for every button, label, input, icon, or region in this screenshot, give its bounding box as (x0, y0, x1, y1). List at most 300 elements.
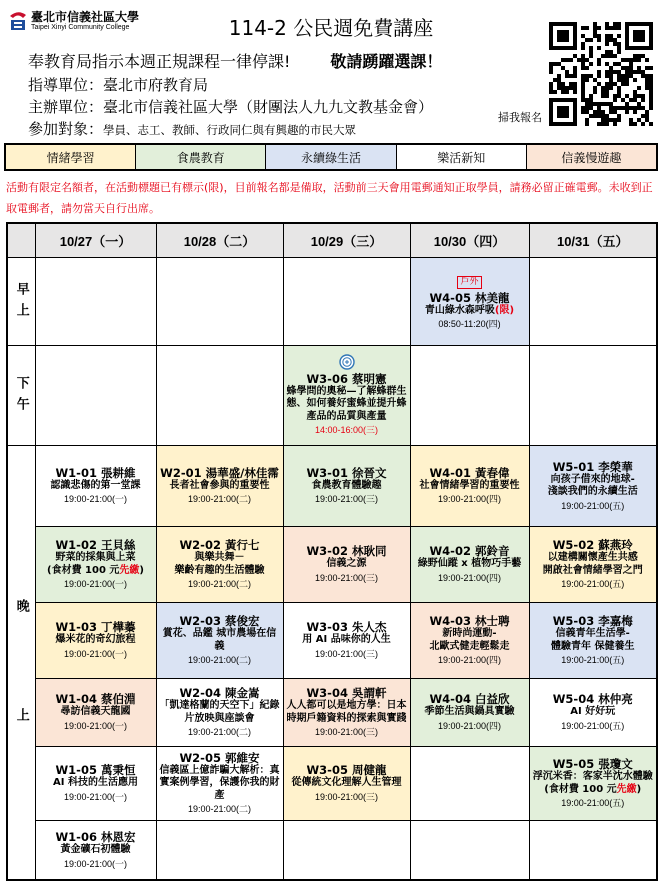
seal-icon (339, 354, 355, 370)
session-content (157, 604, 283, 677)
empty-slot (411, 347, 529, 444)
fee-close: ) (139, 564, 144, 576)
notice-text: 奉教育局指示本週正規課程一律停課! (28, 52, 291, 71)
session-title: AI 科技的生活應用 (53, 777, 138, 789)
session-title-line (551, 474, 635, 487)
session-title: 社會情緒學習的重要性 (419, 479, 520, 491)
empty-slot (36, 347, 156, 444)
session-cell (35, 526, 156, 602)
period-label: 下午 (13, 376, 29, 418)
speaker-name: 林耿同 (351, 544, 387, 559)
session-heading (430, 692, 510, 706)
session-title-line (286, 700, 408, 725)
session-cell (283, 602, 410, 678)
session-code: W3-05 (306, 763, 348, 778)
empty-cell (156, 345, 283, 445)
session-code: W2-03 (179, 614, 221, 628)
material-fee-note (47, 565, 144, 578)
session-title: 新時尚運動- (442, 628, 497, 639)
session-title-line (292, 777, 402, 790)
session-time: 19:00-21:00(一) (63, 858, 128, 869)
session-time: 08:50-11:20(四) (438, 319, 501, 330)
college-english-name: Taipei Xinyi Community College (31, 24, 130, 31)
day-header: 10/31（五） (529, 223, 657, 257)
session-title-line (533, 771, 653, 784)
session-content (411, 259, 529, 344)
session-title: 長者社會參與的重要性 (169, 479, 270, 491)
session-title: 野菜的採集與上菜 (55, 552, 136, 563)
session-code: W1-06 (55, 830, 97, 844)
period-label: 晚上 (13, 599, 29, 818)
session-time: 19:00-21:00(一) (63, 791, 128, 802)
schedule-row (7, 257, 657, 345)
session-time: 19:00-21:00(二) (187, 579, 252, 589)
speaker-name: 李榮華 (598, 459, 633, 474)
session-content (530, 748, 657, 819)
session-heading (307, 372, 387, 386)
speaker-name: 吳謂軒 (351, 686, 387, 700)
audience-label: 參加對象： (28, 120, 104, 138)
session-content (36, 748, 156, 819)
session-code: W1-02 (55, 538, 97, 552)
empty-cell (35, 345, 156, 445)
session-title: 尋訪信義天龍國 (60, 706, 131, 718)
session-cell (410, 602, 529, 678)
session-cell (156, 746, 283, 820)
session-content (284, 347, 410, 444)
audience (28, 119, 356, 141)
session-code: W2-05 (179, 750, 221, 765)
session-heading (553, 460, 633, 474)
session-title-line (302, 634, 390, 647)
session-heading (160, 466, 279, 480)
session-content (411, 447, 529, 525)
registration-warning: 活動有限定名額者，在活動標題已有標示(限)，目前報名都是備取，活動前三天會用電郵通知正取學員，請務必留正確電郵。未收到正取電郵者，請勿當天自行出席。 (6, 181, 653, 215)
outdoor-tag-row (457, 272, 481, 289)
empty-cell (156, 820, 283, 880)
session-code: W5-01 (552, 459, 595, 474)
empty-cell (283, 820, 410, 880)
session-heading (553, 538, 633, 552)
category-xinyi-tour: 信義慢遊趣 (527, 145, 656, 169)
session-title: 「凱達格蘭的天空下」紀錄片放映與座談會 (159, 700, 280, 724)
session-code: W1-01 (55, 465, 97, 480)
speaker-name: 黃行七 (224, 538, 260, 552)
session-content (284, 680, 410, 745)
college-name: 臺北市信義社區大學 (31, 10, 140, 24)
session-time: 19:00-21:00(三) (314, 494, 379, 505)
session-title-line (170, 480, 270, 493)
speaker-name: 張耕維 (100, 465, 136, 480)
corner-cell (7, 223, 35, 257)
empty-cell (529, 820, 657, 880)
session-code: W5-04 (552, 692, 595, 707)
session-code: W4-04 (429, 692, 471, 707)
session-code: W5-02 (552, 538, 595, 552)
session-title-line (418, 558, 521, 571)
session-title: 認識悲傷的第一堂課 (50, 479, 141, 491)
session-code: W4-01 (429, 465, 471, 480)
session-content (36, 528, 156, 601)
session-title: 向孩子借來的地球- (550, 473, 635, 485)
day-header: 10/30（四） (410, 223, 529, 257)
speaker-name: 萬秉恒 (100, 763, 136, 778)
session-code: W4-02 (429, 544, 471, 559)
session-content (36, 447, 156, 525)
session-heading (307, 763, 387, 777)
schedule-row (7, 678, 657, 746)
session-code: W3-02 (306, 544, 348, 559)
session-content (284, 604, 410, 677)
session-time: 19:00-21:00(一) (63, 579, 128, 589)
session-cell (283, 746, 410, 820)
speaker-name: 李嘉梅 (598, 614, 633, 628)
session-title: 用 AI 品味你的人生 (302, 634, 391, 646)
session-title: 北歐式健走輕鬆走 (429, 640, 510, 652)
category-wellness-knowledge: 樂活新知 (397, 145, 527, 169)
session-time: 19:00-21:00(五) (561, 720, 625, 731)
prepay-mark: 先繳 (119, 564, 140, 576)
fee-text: (食材費 100 元 (47, 564, 120, 576)
session-time: 19:00-21:00(五) (561, 579, 625, 589)
session-code: W3-03 (306, 620, 348, 635)
empty-cell (529, 345, 657, 445)
session-cell (156, 678, 283, 746)
session-title: 浮沉米香：客家半沈水體驗 (532, 771, 653, 782)
session-heading (56, 620, 136, 634)
speaker-name: 蘇燕玲 (598, 538, 633, 552)
session-title: 蜂學問的奧秘—了解蜂群生態、如何養好蜜蜂並提升蜂產品的品質與產量 (286, 385, 407, 422)
session-heading (307, 544, 387, 558)
session-code: W5-03 (552, 614, 595, 628)
session-heading (553, 614, 633, 628)
session-content (36, 604, 156, 677)
speaker-name: 蔡俊宏 (224, 614, 260, 628)
session-cell (529, 746, 657, 820)
session-cell (529, 678, 657, 746)
qr-caption: 掃我報名 (498, 111, 542, 124)
session-code: W3-01 (306, 465, 348, 480)
session-heading (56, 763, 136, 777)
session-content (157, 748, 283, 819)
session-code: W3-06 (306, 371, 348, 386)
empty-cell (529, 257, 657, 345)
category-emotional-learning: 情緒學習 (6, 145, 136, 169)
session-title-line (543, 565, 643, 578)
session-title: 信義青年生活學- (555, 628, 630, 639)
session-title: 開啟社會情緒學習之門 (542, 564, 643, 576)
session-content (157, 528, 283, 601)
suspension-notice (28, 51, 442, 73)
session-title: 與樂共舞－ (194, 552, 245, 563)
session-content (411, 604, 529, 677)
session-title-line (51, 480, 141, 493)
day-header-row (7, 223, 657, 257)
session-content (411, 528, 529, 601)
day-header: 10/27（一） (35, 223, 156, 257)
session-heading (56, 538, 136, 552)
schedule-row (7, 345, 657, 445)
session-code: W4-03 (429, 614, 471, 628)
empty-slot (530, 821, 657, 878)
session-code: W1-04 (55, 692, 97, 707)
empty-slot (411, 821, 529, 878)
speaker-name: 朱人杰 (351, 620, 387, 635)
empty-cell (35, 257, 156, 345)
day-header: 10/29（三） (283, 223, 410, 257)
speaker-name: 林士聘 (474, 614, 510, 628)
session-title-line (327, 558, 367, 571)
session-title-line (56, 552, 136, 565)
period-label: 早上 (13, 282, 29, 324)
speaker-name: 丁樺蓁 (100, 620, 136, 635)
session-cell (410, 257, 529, 345)
session-time: 19:00-21:00(三) (314, 791, 379, 802)
session-content (530, 680, 657, 745)
audience-text: 學員、志工、教師、行政同仁與有興趣的市民大眾 (103, 123, 357, 137)
session-cell (283, 526, 410, 602)
session-time: 19:00-21:00(四) (437, 572, 502, 583)
empty-slot (284, 259, 410, 344)
session-title-line (175, 565, 265, 578)
session-title: 青山綠水森呼吸 (424, 304, 495, 316)
session-title: 食農教育體驗趣 (311, 479, 382, 491)
session-title: AI 好好玩 (570, 706, 616, 718)
session-heading (430, 466, 510, 480)
session-title: 體驗青年 保健養生 (551, 640, 635, 652)
schedule-table (6, 222, 658, 881)
session-cell (156, 445, 283, 526)
session-content (411, 680, 529, 745)
session-time: 19:00-21:00(三) (314, 572, 379, 583)
session-title-line (53, 777, 138, 790)
limited-mark: (限) (494, 304, 515, 316)
session-heading (180, 538, 260, 552)
empty-slot (530, 347, 657, 444)
speaker-name: 白益欣 (474, 692, 510, 707)
session-title-line (570, 706, 615, 719)
session-content (284, 528, 410, 601)
empty-cell (410, 820, 529, 880)
session-time: 19:00-21:00(三) (314, 648, 379, 659)
period-cell (7, 445, 35, 880)
session-title-line (425, 305, 514, 318)
session-content (284, 447, 410, 525)
empty-cell (410, 345, 529, 445)
session-time: 19:00-21:00(三) (314, 727, 379, 737)
session-time: 19:00-21:00(二) (187, 494, 252, 505)
speaker-name: 林仲亮 (598, 692, 633, 707)
empty-slot (157, 347, 283, 444)
prepay-mark: 先繳 (616, 783, 637, 795)
schedule-row (7, 602, 657, 678)
session-heading (430, 291, 510, 305)
empty-cell (156, 257, 283, 345)
speaker-name: 林恩宏 (100, 830, 136, 844)
schedule-row (7, 746, 657, 820)
session-title-line (61, 844, 131, 857)
session-time: 19:00-21:00(二) (187, 804, 252, 815)
session-cell (283, 678, 410, 746)
session-cell (156, 526, 283, 602)
session-content (157, 680, 283, 745)
session-title-line (442, 628, 496, 641)
session-title-line (556, 628, 630, 641)
speaker-name: 湯華盛/林佳霈 (205, 465, 279, 480)
empty-cell (283, 257, 410, 345)
fee-close: ) (636, 783, 642, 795)
speaker-name: 王貝絲 (100, 538, 136, 552)
speaker-name: 張瓊文 (598, 757, 633, 771)
session-cell (529, 526, 657, 602)
speaker-name: 蔡明憲 (351, 371, 387, 386)
session-heading (307, 686, 387, 700)
session-time: 19:00-21:00(五) (561, 798, 625, 808)
session-title-line (56, 634, 136, 647)
session-content (530, 604, 657, 677)
empty-slot (157, 821, 283, 878)
session-cell (35, 445, 156, 526)
schedule-body (7, 257, 657, 880)
session-content (284, 748, 410, 819)
session-title: 信義區上億詐騙大解析：真實案例學習，保護你我的財產 (159, 764, 280, 801)
session-title-line (61, 706, 131, 719)
session-time: 19:00-21:00(一) (63, 494, 128, 505)
speaker-name: 周健龍 (351, 763, 387, 778)
category-sustainable-living: 永續綠生活 (266, 145, 396, 169)
session-cell (283, 345, 410, 445)
session-title-line (286, 386, 408, 424)
empty-slot (530, 259, 657, 344)
session-time: 19:00-21:00(二) (187, 727, 252, 737)
session-title: 季節生活與鍋具實驗 (424, 706, 515, 718)
session-code: W2-02 (179, 538, 221, 552)
empty-cell (410, 746, 529, 820)
session-time: 19:00-21:00(五) (561, 500, 625, 511)
session-content (36, 680, 156, 745)
session-title-line (548, 552, 638, 565)
empty-slot (284, 821, 410, 878)
host-unit: 主辦單位：臺北市信義社區大學（財團法人九九文教基金會） (28, 98, 434, 116)
session-title: 以建構關懷產生共感 (547, 552, 638, 563)
session-cell (156, 602, 283, 678)
session-title-line (159, 700, 281, 725)
session-title: 人人都可以是地方學：日本時期戶籍資料的探索與實踐 (286, 700, 407, 724)
session-content (530, 447, 657, 525)
session-cell (283, 445, 410, 526)
schedule-row (7, 526, 657, 602)
speaker-name: 郭鈴音 (474, 544, 510, 559)
session-cell (35, 820, 156, 880)
session-cell (410, 445, 529, 526)
session-cell (529, 602, 657, 678)
session-code: W5-05 (552, 757, 595, 771)
speaker-name: 蔡伯淵 (100, 692, 136, 707)
session-title-line (430, 641, 510, 654)
session-title: 綠野仙蹤 x 植物巧手藝 (417, 558, 522, 570)
empty-slot (411, 748, 529, 819)
session-heading (180, 614, 260, 628)
session-content (36, 821, 156, 878)
session-title: 樂齡有趣的生活體驗 (174, 564, 265, 576)
session-time: 19:00-21:00(四) (437, 720, 502, 731)
session-heading (307, 466, 387, 480)
session-heading (553, 692, 633, 706)
schedule-row (7, 445, 657, 526)
session-title-line (159, 765, 281, 803)
session-time: 19:00-21:00(五) (561, 655, 625, 665)
session-time: 19:00-21:00(四) (437, 494, 502, 505)
session-time: 14:00-16:00(三) (314, 425, 379, 436)
session-time: 19:00-21:00(一) (63, 720, 128, 731)
session-content (530, 528, 657, 601)
session-title: 淺談我們的永續生活 (547, 486, 638, 497)
session-cell (35, 678, 156, 746)
session-time: 19:00-21:00(四) (437, 655, 502, 665)
session-cell (410, 526, 529, 602)
period-cell (7, 345, 35, 445)
speaker-name: 徐晉文 (351, 465, 387, 480)
session-heading (553, 757, 633, 771)
session-title-line (159, 628, 281, 653)
session-title-line (548, 486, 638, 499)
session-content (157, 447, 283, 525)
session-heading (430, 544, 510, 558)
session-cell (35, 746, 156, 820)
session-heading (180, 686, 260, 700)
session-cell (410, 678, 529, 746)
outdoor-tag: 戶外 (457, 276, 481, 289)
session-code: W1-05 (55, 763, 97, 778)
session-code: W4-05 (429, 290, 471, 305)
session-title-line (551, 641, 634, 654)
category-food-agriculture: 食農教育 (136, 145, 266, 169)
material-fee-note (544, 784, 641, 797)
session-heading (430, 614, 510, 628)
session-time: 19:00-21:00(二) (187, 655, 252, 665)
empty-slot (36, 259, 156, 344)
session-title-line (312, 480, 382, 493)
speaker-name: 林美龍 (474, 290, 510, 305)
session-title: 從傳統文化理解人生管理 (291, 777, 402, 789)
session-title: 爆米花的奇幻旅程 (55, 634, 136, 646)
period-cell (7, 257, 35, 345)
session-time: 19:00-21:00(一) (63, 648, 128, 659)
empty-slot (157, 259, 283, 344)
session-title: 黃金礦石初體驗 (60, 844, 131, 855)
speaker-name: 黃春偉 (474, 465, 510, 480)
session-heading (56, 466, 136, 480)
fee-text: (食材費 100 元 (544, 783, 617, 795)
speaker-name: 陳金嵩 (224, 686, 260, 700)
notice-emphasis: 敬請踴躍選課！ (330, 52, 443, 71)
session-heading (307, 620, 387, 634)
category-legend (4, 143, 658, 171)
guide-unit: 指導單位：臺北市府教育局 (28, 76, 209, 94)
session-code: W2-04 (179, 686, 221, 700)
day-header: 10/28（二） (156, 223, 283, 257)
qr-code (549, 22, 653, 126)
session-title: 信義之源 (326, 558, 367, 570)
session-heading (56, 692, 136, 706)
session-title: 賞花、品鑑 城市農場在信義 (162, 628, 277, 652)
session-code: W2-01 (160, 465, 202, 480)
page-title: 114-2 公民週免費講座 (228, 16, 434, 40)
session-title-line (420, 480, 520, 493)
session-title-line (195, 552, 245, 565)
session-code: W3-04 (306, 686, 348, 700)
session-heading (56, 830, 136, 844)
